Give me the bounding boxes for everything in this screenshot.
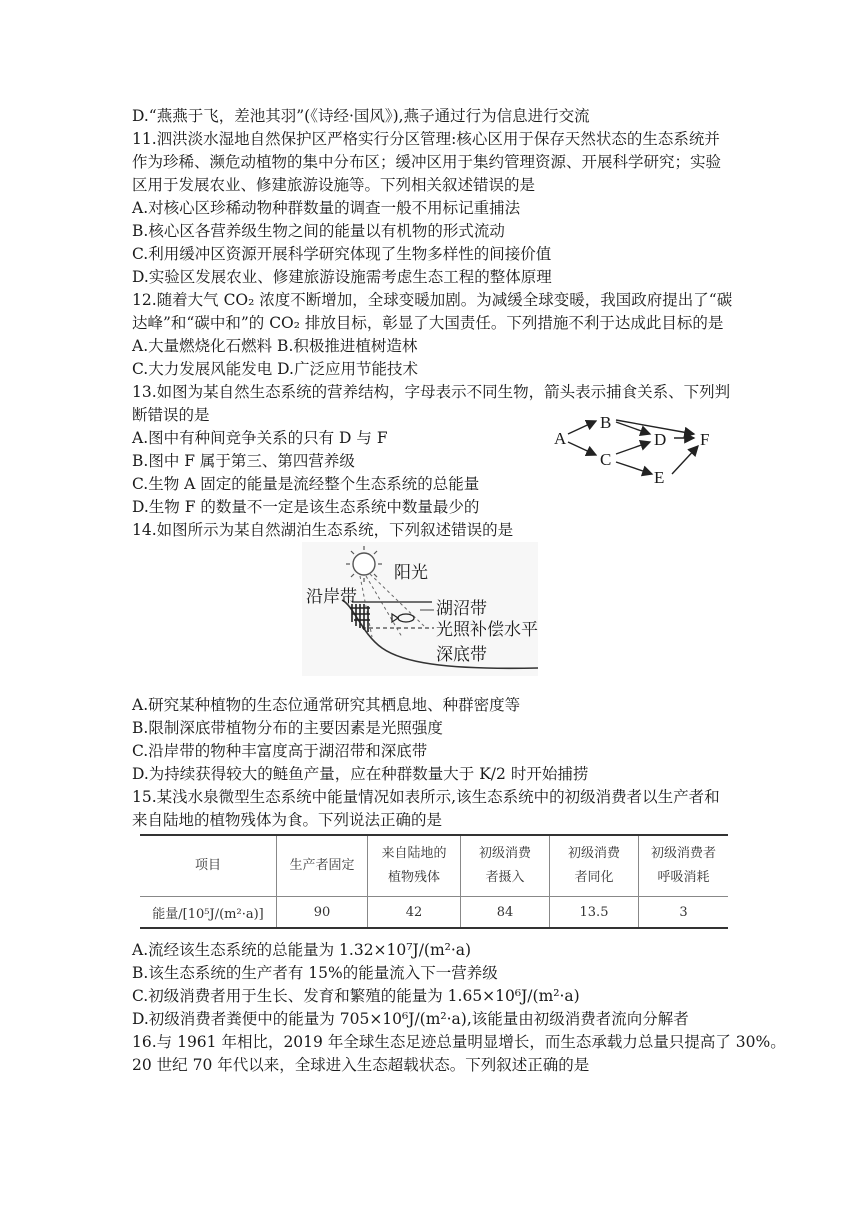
q14-option-c: C.沿岸带的物种丰富度高于湖沼带和深底带 xyxy=(132,742,428,760)
q14-option-d: D.为持续获得较大的鲢鱼产量，应在种群数量大于 K/2 时开始捕捞 xyxy=(132,765,589,783)
q13-stem-line-2: 断错误的是 xyxy=(132,406,210,424)
table-header-cell: 来自陆地的 植物残体 xyxy=(368,835,461,897)
q11-stem-line-3: 区用于发展农业、修建旅游设施等。下列相关叙述错误的是 xyxy=(132,176,536,194)
label-sunlight: 阳光 xyxy=(394,563,428,582)
q12-stem-line-1: 12.随着大气 CO₂ 浓度不断增加，全球变暖加剧。为减缓全球变暖，我国政府提出了“碳 xyxy=(132,291,733,309)
label-profundal-zone: 深底带 xyxy=(436,645,487,664)
arrow-c-d xyxy=(616,442,650,454)
table-header-cell: 初级消费 者摄入 xyxy=(461,835,550,897)
table-cell: 42 xyxy=(368,897,461,929)
q12-stem-line-2: 达峰”和“碳中和”的 CO₂ 排放目标，彰显了大国责任。下列措施不利于达成此目标的是 xyxy=(132,314,724,332)
table-cell: 3 xyxy=(639,897,729,929)
q16-stem-line-2: 20 世纪 70 年代以来，全球进入生态超载状态。下列叙述正确的是 xyxy=(132,1056,590,1074)
table-row-label: 能量/[10⁵J/(m²·a)] xyxy=(140,897,277,929)
table-header-row xyxy=(140,835,728,897)
node-b: B xyxy=(600,413,612,432)
q13-option-a: A.图中有种间竞争关系的只有 D 与 F xyxy=(132,429,388,447)
table-header-cell: 生产者固定 xyxy=(277,835,368,897)
table-header-cell: 项目 xyxy=(140,835,277,897)
arrow-e-f xyxy=(672,446,698,474)
q15-stem-line-2: 来自陆地的植物残体为食。下列说法正确的是 xyxy=(132,811,443,829)
q13-option-b: B.图中 F 属于第三、第四营养级 xyxy=(132,452,355,470)
q11-option-a: A.对核心区珍稀动物种群数量的调查一般不用标记重捕法 xyxy=(132,199,521,217)
q16-stem-line-1: 16.与 1961 年相比，2019 年全球生态足迹总量明显增长，而生态承载力总量只提高了 30%。 xyxy=(132,1033,786,1051)
q11-stem-line-2: 作为珍稀、濒危动植物的集中分布区；缓冲区用于集约管理资源、开展科学研究；实验 xyxy=(132,153,722,171)
q11-stem-line-1: 11.泗洪淡水湿地自然保护区严格实行分区管理:核心区用于保存天然状态的生态系统并 xyxy=(132,130,720,148)
label-limnetic-zone: 湖沼带 xyxy=(436,599,487,618)
label-littoral-zone: 沿岸带 xyxy=(306,587,357,606)
table-cell: 90 xyxy=(277,897,368,929)
table-cell: 13.5 xyxy=(550,897,639,929)
node-c: C xyxy=(600,450,612,469)
q14-option-a: A.研究某种植物的生态位通常研究其栖息地、种群密度等 xyxy=(132,696,521,714)
node-f: F xyxy=(700,430,710,449)
node-e: E xyxy=(654,468,665,487)
q15-option-c: C.初级消费者用于生长、发育和繁殖的能量为 1.65×10⁶J/(m²·a) xyxy=(132,987,580,1005)
energy-table xyxy=(140,834,728,929)
q14-option-b: B.限制深底带植物分布的主要因素是光照强度 xyxy=(132,719,443,737)
arrow-c-e xyxy=(616,462,652,474)
arrow-a-b xyxy=(568,421,596,434)
q12-options-ab: A.大量燃烧化石燃料 B.积极推进植树造林 xyxy=(132,337,418,355)
q11-option-c: C.利用缓冲区资源开展科学研究体现了生物多样性的间接价值 xyxy=(132,245,552,263)
food-web-diagram xyxy=(548,410,728,490)
q15-option-a: A.流经该生态系统的总能量为 1.32×10⁷J/(m²·a) xyxy=(132,941,472,959)
q14-stem: 14.如图所示为某自然湖泊生态系统，下列叙述错误的是 xyxy=(132,521,514,539)
arrow-a-c xyxy=(568,442,596,455)
q12-options-cd: C.大力发展风能发电 D.广泛应用节能技术 xyxy=(132,360,418,378)
label-compensation-level: 光照补偿水平 xyxy=(436,620,538,639)
q13-option-d: D.生物 F 的数量不一定是该生态系统中数量最少的 xyxy=(132,498,480,516)
node-d: D xyxy=(654,430,667,449)
table-row xyxy=(140,897,728,929)
q11-option-d: D.实验区发展农业、修建旅游设施需考虑生态工程的整体原理 xyxy=(132,268,552,286)
table-cell: 84 xyxy=(461,897,550,929)
node-a: A xyxy=(554,429,567,448)
table-header-cell: 初级消费 者同化 xyxy=(550,835,639,897)
q13-stem-line-1: 13.如图为某自然生态系统的营养结构，字母表示不同生物，箭头表示捕食关系、下列判 xyxy=(132,383,731,401)
q15-stem-line-1: 15.某浅水泉微型生态系统中能量情况如表所示,该生态系统中的初级消费者以生产者和 xyxy=(132,788,720,806)
q15-option-d: D.初级消费者粪便中的能量为 705×10⁶J/(m²·a),该能量由初级消费者流向分解者 xyxy=(132,1010,689,1028)
q13-option-c: C.生物 A 固定的能量是流经整个生态系统的总能量 xyxy=(132,475,480,493)
table-header-cell: 初级消费者 呼吸消耗 xyxy=(639,835,729,897)
arrow-b-d xyxy=(616,422,650,434)
q11-option-b: B.核心区各营养级生物之间的能量以有机物的形式流动 xyxy=(132,222,505,240)
q15-option-b: B.该生态系统的生产者有 15%的能量流入下一营养级 xyxy=(132,964,498,982)
q10-option-d: D.“燕燕于飞，差池其羽”(《诗经·国风》),燕子通过行为信息进行交流 xyxy=(132,107,590,125)
lake-zonation-figure xyxy=(302,542,538,676)
